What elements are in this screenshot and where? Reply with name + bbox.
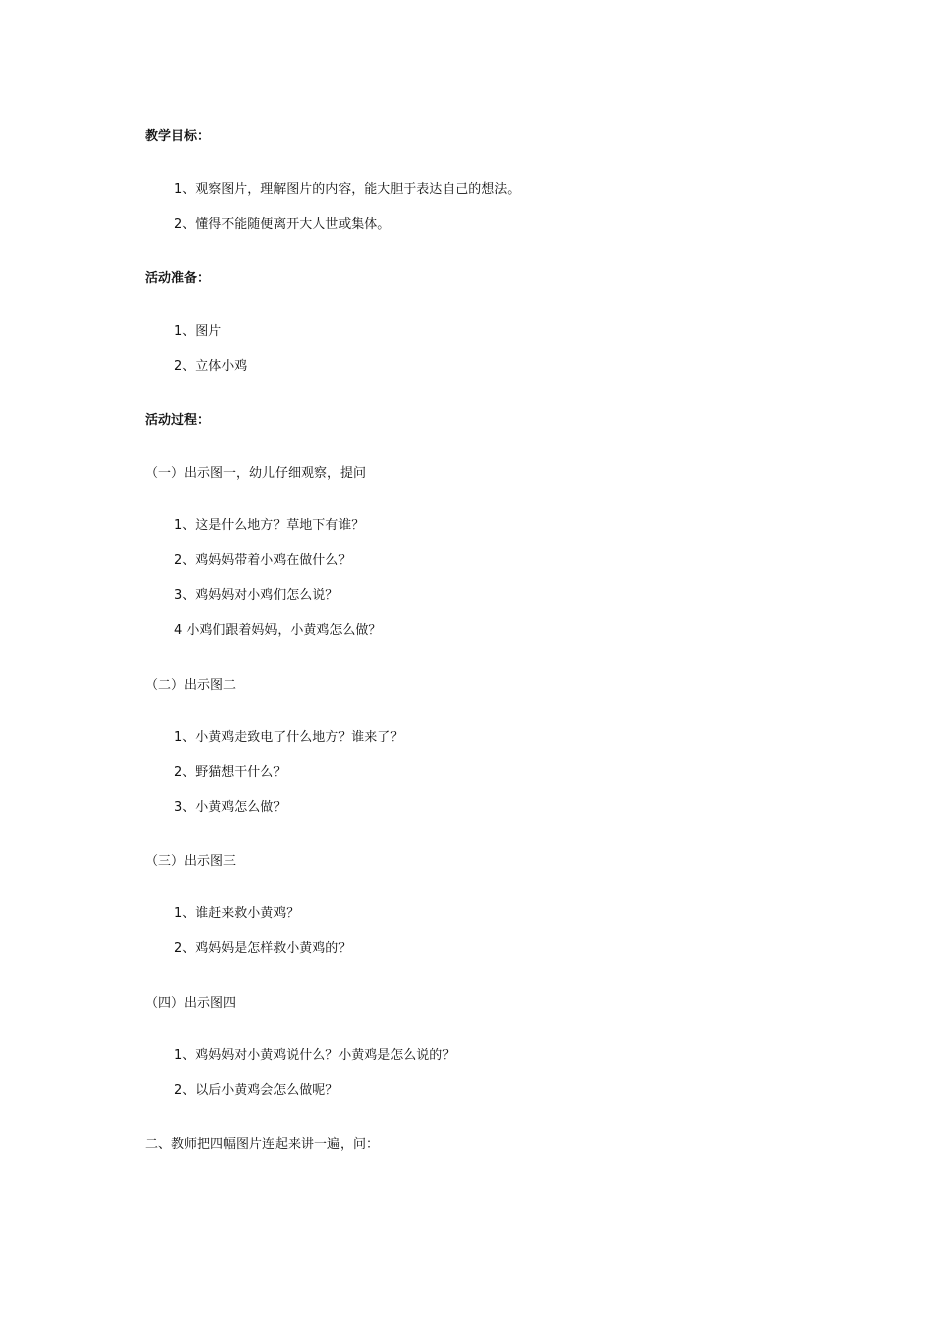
preparation-item: 1、图片 [174, 324, 222, 339]
section-title: （三）出示图三 [145, 854, 237, 869]
question-item: 2、以后小黄鸡会怎么做呢？ [174, 1083, 339, 1098]
question-item: 1、小黄鸡走致电了什么地方？谁来了？ [174, 730, 404, 745]
question-item: 3、小黄鸡怎么做？ [174, 800, 287, 815]
question-item: 2、鸡妈妈是怎样救小黄鸡的？ [174, 941, 352, 956]
section-title: （二）出示图二 [145, 678, 237, 693]
question-item: 1、谁赶来救小黄鸡？ [174, 906, 300, 921]
preparation-item: 2、立体小鸡 [174, 359, 248, 374]
objective-item: 2、懂得不能随便离开大人世或集体。 [174, 217, 391, 232]
question-item: 4 小鸡们跟着妈妈，小黄鸡怎么做？ [174, 623, 382, 638]
question-item: 1、这是什么地方？草地下有谁？ [174, 518, 365, 533]
section-title: （四）出示图四 [145, 996, 237, 1011]
question-item: 1、鸡妈妈对小黄鸡说什么？小黄鸡是怎么说的？ [174, 1048, 456, 1063]
preparation-heading: 活动准备： [145, 271, 211, 286]
question-item: 2、鸡妈妈带着小鸡在做什么？ [174, 553, 352, 568]
process-heading: 活动过程： [145, 413, 211, 428]
section-title: （一）出示图一，幼儿仔细观察，提问 [145, 466, 367, 481]
objectives-heading: 教学目标： [145, 129, 211, 144]
question-item: 2、野猫想干什么？ [174, 765, 287, 780]
closing-paragraph: 二、教师把四幅图片连起来讲一遍，问： [145, 1137, 380, 1152]
question-item: 3、鸡妈妈对小鸡们怎么说？ [174, 588, 339, 603]
objective-item: 1、观察图片，理解图片的内容，能大胆于表达自己的想法。 [174, 182, 521, 197]
